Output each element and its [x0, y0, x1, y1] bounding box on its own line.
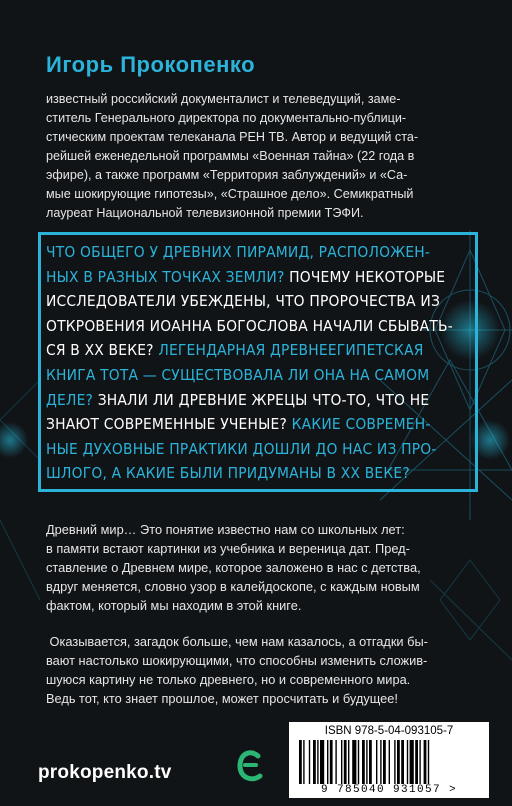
bio-line: мые шокирующие гипотезы», «Страшное дело». Семикратный — [46, 187, 414, 201]
question-text: ДЕЛЕ? — [46, 390, 98, 409]
paragraph-line: ставление о Древнем мире, которое заложено в нас с детства, — [46, 560, 421, 575]
question-text: ЗНАЛИ ЛИ ДРЕВНИЕ ЖРЕЦЫ ЧТО-ТО, ЧТО НЕ — [97, 390, 430, 409]
bio-line: известный российский документалист и телеведущий, заме- — [46, 92, 401, 106]
barcode-bar — [366, 740, 367, 784]
author-bio — [46, 90, 478, 223]
website-url: prokopenko.tv — [38, 762, 172, 783]
barcode-bar — [327, 740, 328, 784]
question-line — [46, 363, 476, 388]
paragraph-line: шуюся картину не только древнего, но и современного мира. — [46, 672, 411, 687]
barcode-bar — [341, 740, 342, 784]
paragraph-line: Древний мир… Это понятие известно нам со школьных лет: — [46, 522, 405, 537]
paragraph-line: в памяти встают картинки из учебника и вереница дат. Пред- — [46, 541, 410, 556]
barcode-bar — [344, 740, 347, 784]
barcode-bar — [320, 740, 324, 784]
barcode-digits: 9 785040 931057 > — [320, 784, 458, 796]
question-text: ИССЛЕДОВАТЕЛИ УБЕЖДЕНЫ, ЧТО ПРОРОЧЕСТВА ИЗ — [46, 292, 441, 311]
bio-line: стическим проектам телеканала РЕН ТВ. Автор и ведущий ста- — [46, 130, 419, 144]
barcode-bar — [407, 740, 408, 784]
barcode-bar — [424, 740, 427, 784]
barcode-graphic — [297, 740, 481, 784]
question-line — [46, 314, 476, 339]
barcode-bar — [330, 740, 333, 784]
barcode-bar — [394, 740, 395, 784]
question-line — [46, 265, 476, 290]
barcode-bar — [401, 740, 404, 784]
question-text: ЧТО ОБЩЕГО У ДРЕВНИХ ПИРАМИД, РАСПОЛОЖЕН- — [46, 243, 431, 261]
question-line — [46, 338, 476, 363]
barcode-bar — [410, 740, 414, 784]
question-text: ШЛОГО, А КАКИЕ БЫЛИ ПРИДУМАНЫ В XX ВЕКЕ? — [46, 464, 410, 483]
isbn-number: ISBN 978-5-04-093105-7 — [324, 725, 454, 737]
eksmo-logo-icon — [236, 748, 264, 784]
question-text: НЫЕ ДУХОВНЫЕ ПРАКТИКИ ДОШЛИ ДО НАС ИЗ ПРО- — [46, 439, 437, 458]
question-line — [46, 437, 476, 462]
question-line — [46, 412, 476, 437]
barcode-bar — [299, 740, 302, 784]
barcode-bar — [380, 740, 381, 784]
bio-line: лауреат Национальной телевизионной премии ТЭФИ. — [46, 206, 364, 220]
bio-line: ститель Генерального директора по документально-публици- — [46, 111, 407, 125]
barcode-bar — [358, 740, 359, 784]
question-text: ЗНАЮТ СОВРЕМЕННЫЕ УЧЕНЫЕ? — [46, 415, 292, 434]
barcode-bar — [419, 740, 420, 784]
questions-block — [46, 240, 476, 486]
barcode-panel — [289, 722, 489, 798]
barcode-bar — [303, 740, 304, 784]
question-text: КАКИЕ СОВРЕМЕН- — [291, 415, 431, 434]
paragraph-line: Оказывается, загадок больше, чем нам казалось, а отгадки бы- — [46, 634, 428, 649]
barcode-bar — [362, 740, 365, 784]
question-line — [46, 388, 476, 413]
barcode-bar — [369, 740, 372, 784]
barcode-bar — [313, 740, 316, 784]
barcode-bar — [383, 740, 386, 784]
question-line — [46, 240, 476, 265]
barcode-bar — [352, 740, 356, 784]
barcode-bar — [309, 740, 310, 784]
question-text: ЛЕГЕНДАРНАЯ ДРЕВНЕЕГИПЕТСКАЯ — [158, 341, 424, 360]
question-text: СЯ В XX ВЕКЕ? — [46, 341, 159, 360]
barcode-bar — [389, 740, 390, 784]
paragraph-line: вдруг меняется, словно узор в калейдоскопе, с каждым новым — [46, 579, 420, 594]
barcode-bar — [428, 740, 429, 784]
barcode-bar — [397, 740, 400, 784]
barcode-bar — [376, 740, 377, 784]
barcode-bar — [415, 740, 418, 784]
description-paragraph-1 — [46, 520, 478, 615]
question-text: ОТКРОВЕНИЯ ИОАННА БОГОСЛОВА НАЧАЛИ СБЫВАТЬ- — [46, 316, 453, 335]
bio-line: эфире), а также программ «Территория заблуждений» и «Са- — [46, 168, 408, 182]
barcode-bar — [317, 740, 318, 784]
paragraph-line: вают настолько шокирующими, что способны изменить сложив- — [46, 653, 428, 668]
description-paragraph-2 — [46, 632, 478, 708]
question-text: ПОЧЕМУ НЕКОТОРЫЕ — [289, 267, 446, 286]
question-line — [46, 289, 476, 314]
paragraph-line: фактом, который мы находим в этой книге. — [46, 598, 302, 613]
bio-line: рейшей еженедельной программы «Военная тайна» (22 года в — [46, 149, 415, 163]
barcode-bar — [348, 740, 349, 784]
question-text: НЫХ В РАЗНЫХ ТОЧКАХ ЗЕМЛИ? — [46, 267, 290, 286]
paragraph-line: Ведь тот, кто знает прошлое, может просчитать и будущее! — [46, 691, 398, 706]
barcode-bar — [335, 740, 336, 784]
question-text: КНИГА ТОТА — СУЩЕСТВОВАЛА ЛИ ОНА НА САМОМ — [46, 365, 430, 384]
question-line — [46, 461, 476, 486]
author-name: Игорь Прокопенко — [46, 52, 256, 77]
